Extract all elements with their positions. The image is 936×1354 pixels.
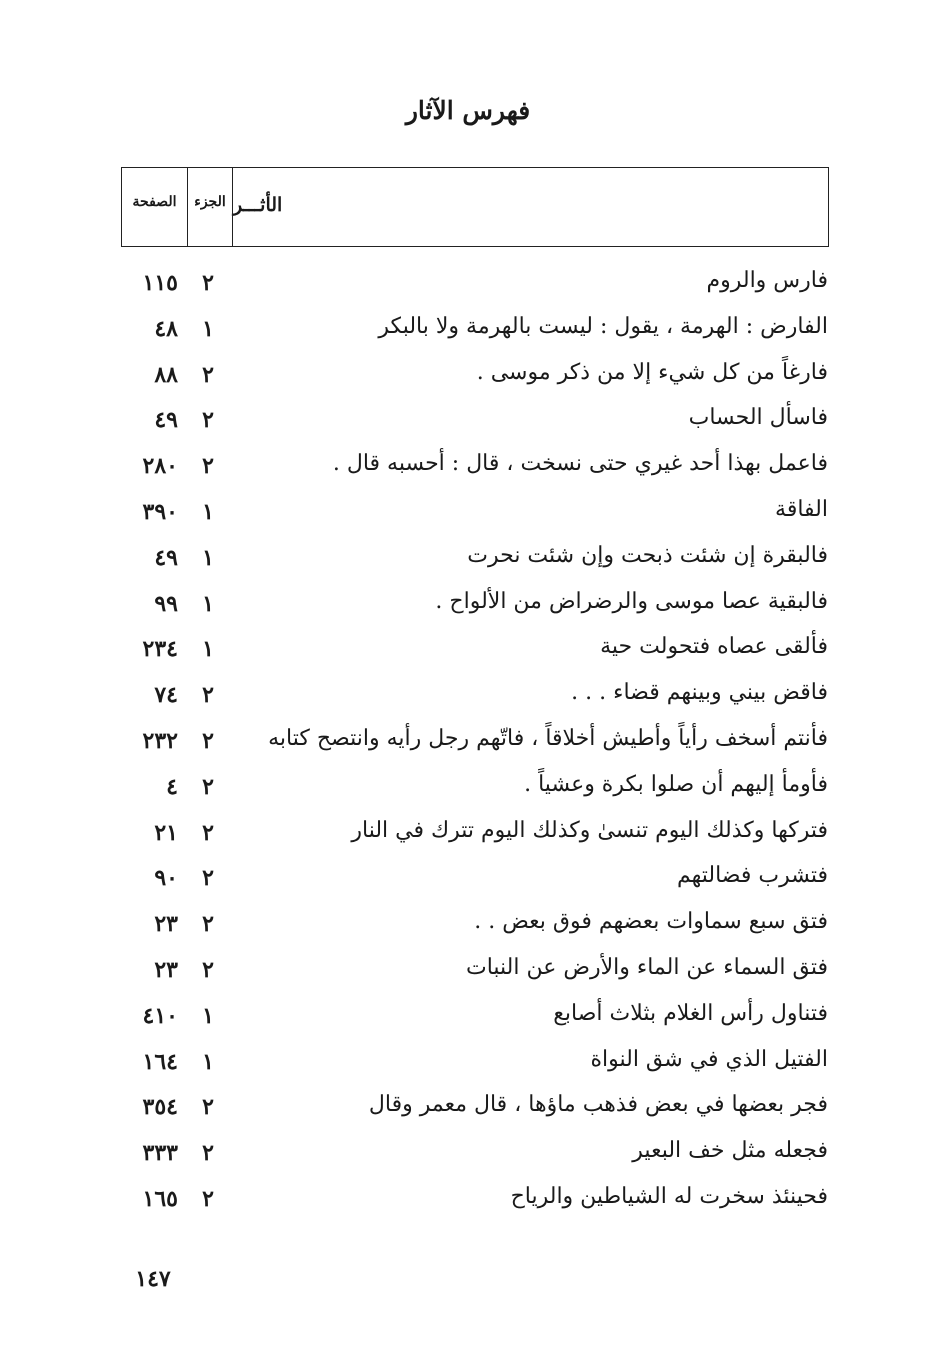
entry-volume: ٢ xyxy=(202,270,214,296)
header-volume: الجزء xyxy=(187,168,233,246)
entry-page: ٢١ xyxy=(154,819,178,846)
entry-volume: ١ xyxy=(202,636,214,663)
entry-page: ١٦٤ xyxy=(142,1048,178,1075)
entry-text: فاعمل بهذا أحد غيري حتى نسخت ، قال : أحسبه قال . xyxy=(332,451,828,477)
entry-volume: ٢ xyxy=(202,773,214,800)
index-entry xyxy=(0,949,936,995)
entry-page: ٢٨٠ xyxy=(142,453,178,480)
index-entry xyxy=(0,903,936,949)
index-entry xyxy=(0,583,936,629)
entry-page: ٩٠ xyxy=(154,865,178,892)
entry-volume: ٢ xyxy=(202,819,214,846)
entry-page: ٨٨ xyxy=(154,361,178,388)
entry-page: ٣٥٤ xyxy=(142,1094,178,1121)
entry-page: ٧٤ xyxy=(154,682,178,709)
entry-page: ٣٩٠ xyxy=(142,498,178,525)
entry-text: فحينئذ سخرت له الشياطين والرياح xyxy=(510,1183,828,1209)
entry-page: ٣٣٣ xyxy=(142,1140,178,1167)
entry-text: فاقض بيني وبينهم قضاء . . . xyxy=(571,680,828,706)
entry-volume: ٢ xyxy=(202,407,214,434)
entry-volume: ٢ xyxy=(202,956,214,983)
entry-text: فتق سبع سماوات بعضهم فوق بعض . . xyxy=(474,909,828,935)
entry-volume: ٢ xyxy=(202,1140,214,1167)
index-entry xyxy=(0,1178,936,1224)
entry-text: فأومأ إليهم أن صلوا بكرة وعشياً . xyxy=(524,771,828,797)
entry-volume: ٢ xyxy=(202,911,214,938)
index-entry xyxy=(0,628,936,674)
entry-text: الفارض : الهرمة ، يقول : ليست بالهرمة ولا بالبكر xyxy=(378,313,828,339)
entry-text: فجر بعضها في بعض فذهب ماؤها ، قال معمر وقال xyxy=(368,1092,828,1118)
entry-volume: ١ xyxy=(202,1048,214,1075)
index-entry xyxy=(0,1041,936,1087)
entry-page: ١١٥ xyxy=(142,270,178,296)
entry-text: فارغاً من كل شيء إلا من ذكر موسى . xyxy=(476,359,828,385)
header-page: الصفحة xyxy=(132,194,177,210)
entry-volume: ٢ xyxy=(202,727,214,754)
entry-page: ١٦٥ xyxy=(142,1185,178,1212)
entry-text: فاسأل الحساب xyxy=(688,405,828,431)
entry-text: فتناول رأس الغلام بثلاث أصابع xyxy=(553,1000,828,1026)
entry-text: الفاقة xyxy=(775,496,828,522)
entry-page: ٤١٠ xyxy=(142,1002,178,1029)
index-entry xyxy=(0,1132,936,1178)
entry-page: ٤٩ xyxy=(154,407,178,434)
entry-text: فجعله مثل خف البعير xyxy=(632,1138,828,1164)
header-athar: الأثـــر xyxy=(233,194,283,216)
entry-text: فتق السماء عن الماء والأرض عن النبات xyxy=(465,954,828,980)
entry-text: فتشرب فضالتهم xyxy=(676,863,828,889)
index-entries xyxy=(0,262,936,1224)
index-entry xyxy=(0,812,936,858)
entry-page: ٩٩ xyxy=(154,590,178,617)
entry-page: ٢٣ xyxy=(154,911,178,938)
index-entry xyxy=(0,262,936,308)
index-entry xyxy=(0,766,936,812)
index-entry xyxy=(0,399,936,445)
entry-text: فأنتم أسخف رأياً وأطيش أخلاقاً ، فاتّهم رجل رأيه وانتصح كتابه xyxy=(268,725,828,751)
entry-text: فالبقية عصا موسى والرضراض من الألواح . xyxy=(435,588,828,614)
entry-page: ٢٣٢ xyxy=(142,727,178,754)
entry-volume: ٢ xyxy=(202,682,214,709)
entry-volume: ٢ xyxy=(202,453,214,480)
index-entry xyxy=(0,491,936,537)
entry-volume: ١ xyxy=(202,1002,214,1029)
entry-volume: ١ xyxy=(202,498,214,525)
index-entry xyxy=(0,995,936,1041)
index-entry xyxy=(0,445,936,491)
entry-volume: ٢ xyxy=(202,1094,214,1121)
entry-volume: ١ xyxy=(202,315,214,342)
index-entry xyxy=(0,354,936,400)
index-entry xyxy=(0,857,936,903)
index-entry xyxy=(0,308,936,354)
entry-text: فارس والروم xyxy=(706,268,828,293)
index-entry xyxy=(0,720,936,766)
entry-volume: ٢ xyxy=(202,865,214,892)
entry-page: ٤ xyxy=(166,773,178,800)
entry-volume: ١ xyxy=(202,544,214,571)
entry-page: ٢٣٤ xyxy=(142,636,178,663)
entry-volume: ١ xyxy=(202,590,214,617)
entry-page: ٢٣ xyxy=(154,956,178,983)
entry-page: ٤٩ xyxy=(154,544,178,571)
entry-volume: ٢ xyxy=(202,1185,214,1212)
entry-text: فتركها وكذلك اليوم تنسىٰ وكذلك اليوم تترك في النار xyxy=(351,817,828,843)
index-entry xyxy=(0,1086,936,1132)
entry-text: فألقى عصاه فتحولت حية xyxy=(600,634,828,660)
entry-text: فالبقرة إن شئت ذبحت وإن شئت نحرت xyxy=(467,542,828,568)
entry-text: الفتيل الذي في شق النواة xyxy=(590,1046,828,1072)
page-title: فهرس الآثار xyxy=(405,96,531,125)
entry-page: ٤٨ xyxy=(154,315,178,342)
entry-volume: ٢ xyxy=(202,361,214,388)
index-entry xyxy=(0,674,936,720)
index-entry xyxy=(0,537,936,583)
page-number: ١٤٧ xyxy=(135,1266,171,1292)
table-header xyxy=(121,167,829,247)
